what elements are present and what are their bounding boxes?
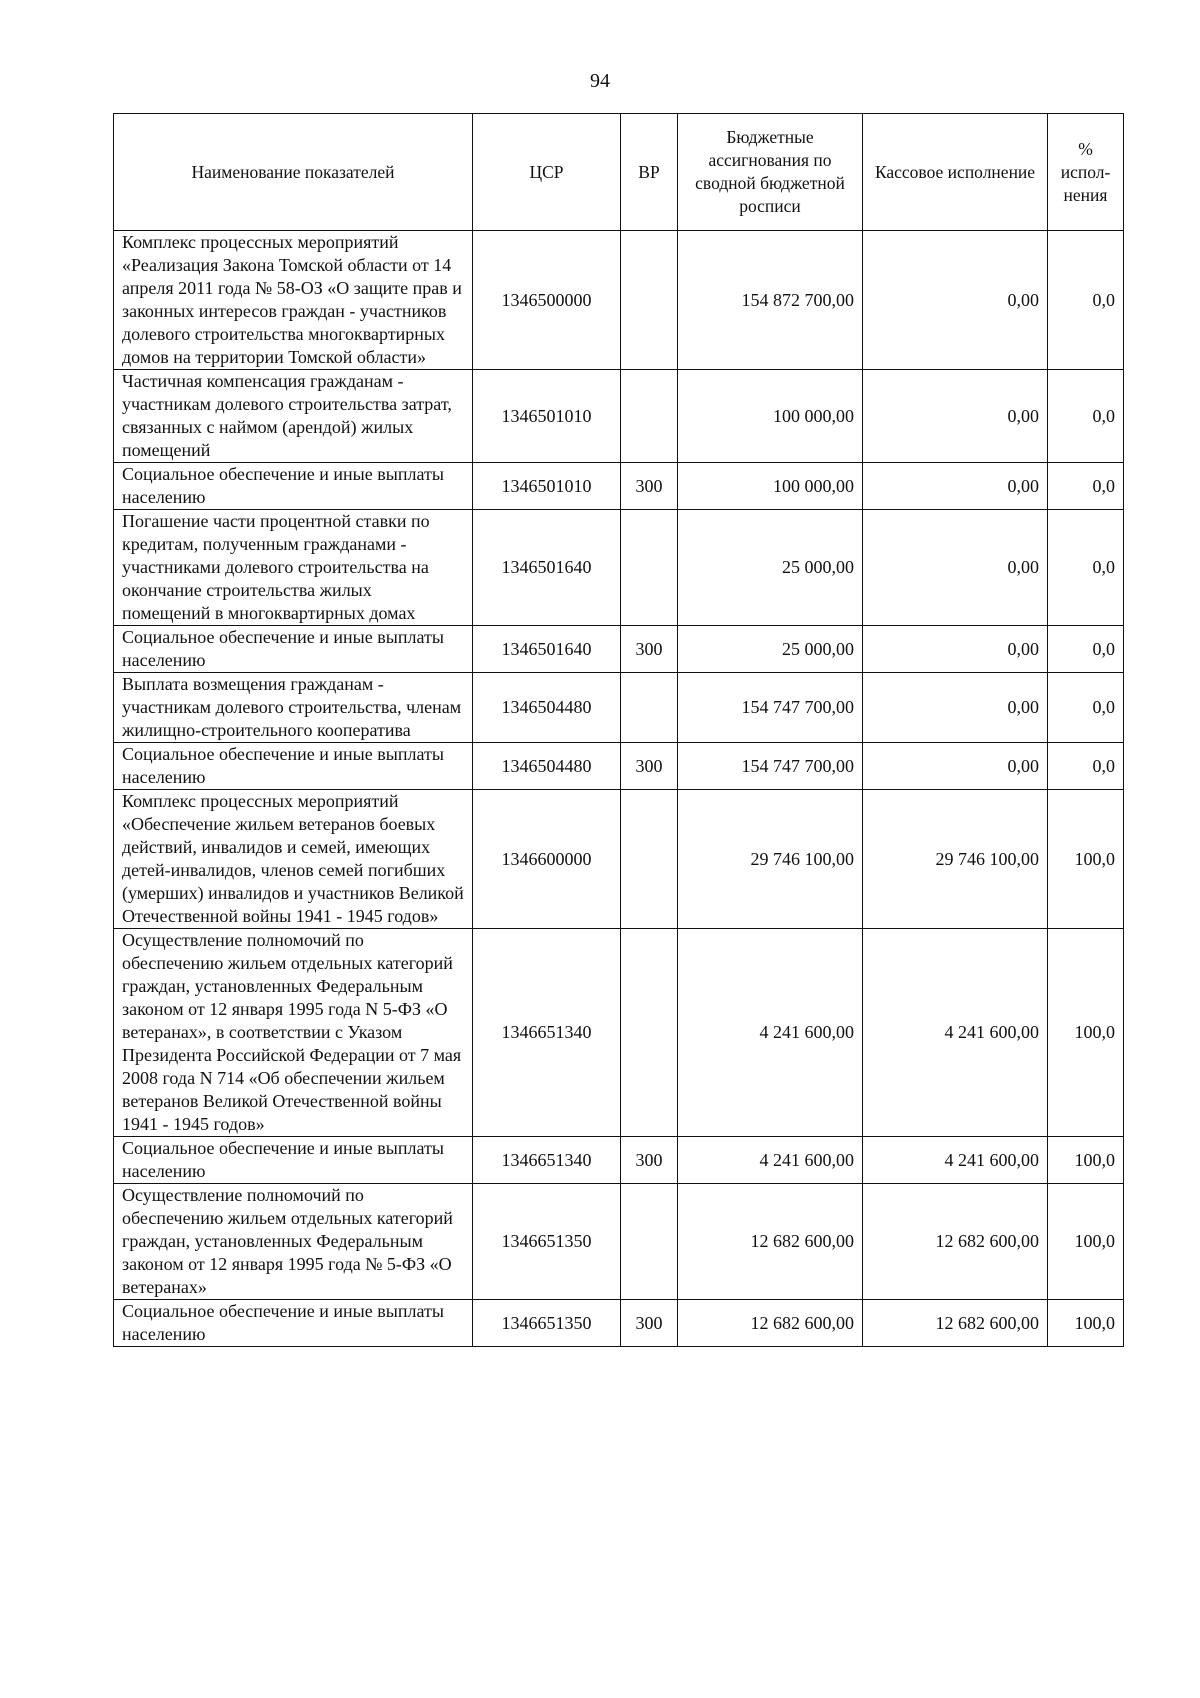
row-vr: [621, 231, 678, 370]
table-row: [114, 510, 1124, 626]
row-name: Частичная компенсация гражданам - участникам долевого строительства затрат, связанных с наймом (арендой) жилых помещений: [114, 370, 473, 463]
row-csr: 1346501010: [473, 370, 621, 463]
row-budget: 25 000,00: [678, 626, 863, 673]
row-csr: 1346600000: [473, 790, 621, 929]
row-budget: 154 872 700,00: [678, 231, 863, 370]
row-name: Социальное обеспечение и иные выплаты населению: [114, 626, 473, 673]
table-row: [114, 626, 1124, 673]
row-name: Комплекс процессных мероприятий «Обеспечение жильем ветеранов боевых действий, инвалидов и семей, имеющих детей-инвалидов, членов семей погибших (умерших) инвалидов и участников Великой Отечественной войны 1941 - 1945 годов»: [114, 790, 473, 929]
header-vr: ВР: [621, 114, 678, 231]
row-vr: [621, 510, 678, 626]
row-name: Выплата возмещения гражданам - участникам долевого строительства, членам жилищно-строительного кооператива: [114, 673, 473, 743]
row-vr: [621, 673, 678, 743]
row-cash: 12 682 600,00: [863, 1300, 1048, 1347]
row-budget: 4 241 600,00: [678, 929, 863, 1137]
row-name: Осуществление полномочий по обеспечению жильем отдельных категорий граждан, установленных Федеральным законом от 12 января 1995 года № 5-ФЗ «О ветеранах»: [114, 1184, 473, 1300]
row-percent: 100,0: [1048, 929, 1124, 1137]
table-row: [114, 1300, 1124, 1347]
row-percent: 0,0: [1048, 370, 1124, 463]
header-budget: Бюджетные ассигнования по сводной бюджетной росписи: [678, 114, 863, 231]
row-csr: 1346651350: [473, 1184, 621, 1300]
row-csr: 1346651340: [473, 929, 621, 1137]
row-budget: 100 000,00: [678, 463, 863, 510]
header-csr: ЦСР: [473, 114, 621, 231]
row-budget: 12 682 600,00: [678, 1300, 863, 1347]
row-vr: [621, 790, 678, 929]
row-csr: 1346504480: [473, 743, 621, 790]
row-cash: 4 241 600,00: [863, 1137, 1048, 1184]
row-name: Социальное обеспечение и иные выплаты населению: [114, 463, 473, 510]
row-percent: 0,0: [1048, 510, 1124, 626]
page-number: 94: [590, 70, 610, 92]
row-vr: 300: [621, 743, 678, 790]
row-vr: 300: [621, 463, 678, 510]
table-row: [114, 463, 1124, 510]
row-csr: 1346501640: [473, 510, 621, 626]
row-csr: 1346501640: [473, 626, 621, 673]
row-cash: 0,00: [863, 510, 1048, 626]
row-percent: 100,0: [1048, 790, 1124, 929]
row-percent: 100,0: [1048, 1184, 1124, 1300]
row-csr: 1346501010: [473, 463, 621, 510]
row-cash: 12 682 600,00: [863, 1184, 1048, 1300]
table-row: [114, 231, 1124, 370]
row-cash: 0,00: [863, 743, 1048, 790]
row-name: Осуществление полномочий по обеспечению жильем отдельных категорий граждан, установленных Федеральным законом от 12 января 1995 года N 5-ФЗ «О ветеранах», в соответствии с Указом Президента Российской Федерации от 7 мая 2008 года N 714 «Об обеспечении жильем ветеранов Великой Отечественной войны 1941 - 1945 годов»: [114, 929, 473, 1137]
row-budget: 29 746 100,00: [678, 790, 863, 929]
row-percent: 0,0: [1048, 626, 1124, 673]
row-vr: [621, 929, 678, 1137]
row-csr: 1346500000: [473, 231, 621, 370]
row-percent: 0,0: [1048, 231, 1124, 370]
row-budget: 154 747 700,00: [678, 743, 863, 790]
row-vr: 300: [621, 626, 678, 673]
row-csr: 1346651350: [473, 1300, 621, 1347]
row-vr: 300: [621, 1300, 678, 1347]
row-vr: [621, 370, 678, 463]
table-row: [114, 370, 1124, 463]
row-percent: 0,0: [1048, 673, 1124, 743]
row-budget: 154 747 700,00: [678, 673, 863, 743]
row-cash: 0,00: [863, 231, 1048, 370]
row-percent: 0,0: [1048, 743, 1124, 790]
row-csr: 1346651340: [473, 1137, 621, 1184]
table-row: [114, 673, 1124, 743]
table-row: [114, 1184, 1124, 1300]
row-name: Социальное обеспечение и иные выплаты населению: [114, 743, 473, 790]
row-budget: 25 000,00: [678, 510, 863, 626]
header-row: [114, 114, 1124, 231]
row-name: Комплекс процессных мероприятий «Реализация Закона Томской области от 14 апреля 2011 года № 58-ОЗ «О защите прав и законных интересов граждан - участников долевого строительства многоквартирных домов на территории Томской области»: [114, 231, 473, 370]
table-row: [114, 743, 1124, 790]
header-cash: Кассовое исполнение: [863, 114, 1048, 231]
row-csr: 1346504480: [473, 673, 621, 743]
row-cash: 29 746 100,00: [863, 790, 1048, 929]
table-row: [114, 790, 1124, 929]
table-row: [114, 1137, 1124, 1184]
row-vr: 300: [621, 1137, 678, 1184]
row-cash: 0,00: [863, 673, 1048, 743]
row-percent: 100,0: [1048, 1300, 1124, 1347]
header-percent: % испол-нения: [1048, 114, 1124, 231]
row-budget: 100 000,00: [678, 370, 863, 463]
row-name: Погашение части процентной ставки по кредитам, полученным гражданами - участниками долевого строительства на окончание строительства жилых помещений в многоквартирных домах: [114, 510, 473, 626]
budget-table: [113, 113, 1124, 1347]
row-cash: 0,00: [863, 626, 1048, 673]
row-cash: 0,00: [863, 370, 1048, 463]
header-name: Наименование показателей: [114, 114, 473, 231]
row-cash: 4 241 600,00: [863, 929, 1048, 1137]
row-budget: 4 241 600,00: [678, 1137, 863, 1184]
row-name: Социальное обеспечение и иные выплаты населению: [114, 1300, 473, 1347]
table-row: [114, 929, 1124, 1137]
row-vr: [621, 1184, 678, 1300]
row-percent: 0,0: [1048, 463, 1124, 510]
row-percent: 100,0: [1048, 1137, 1124, 1184]
row-budget: 12 682 600,00: [678, 1184, 863, 1300]
row-name: Социальное обеспечение и иные выплаты населению: [114, 1137, 473, 1184]
row-cash: 0,00: [863, 463, 1048, 510]
